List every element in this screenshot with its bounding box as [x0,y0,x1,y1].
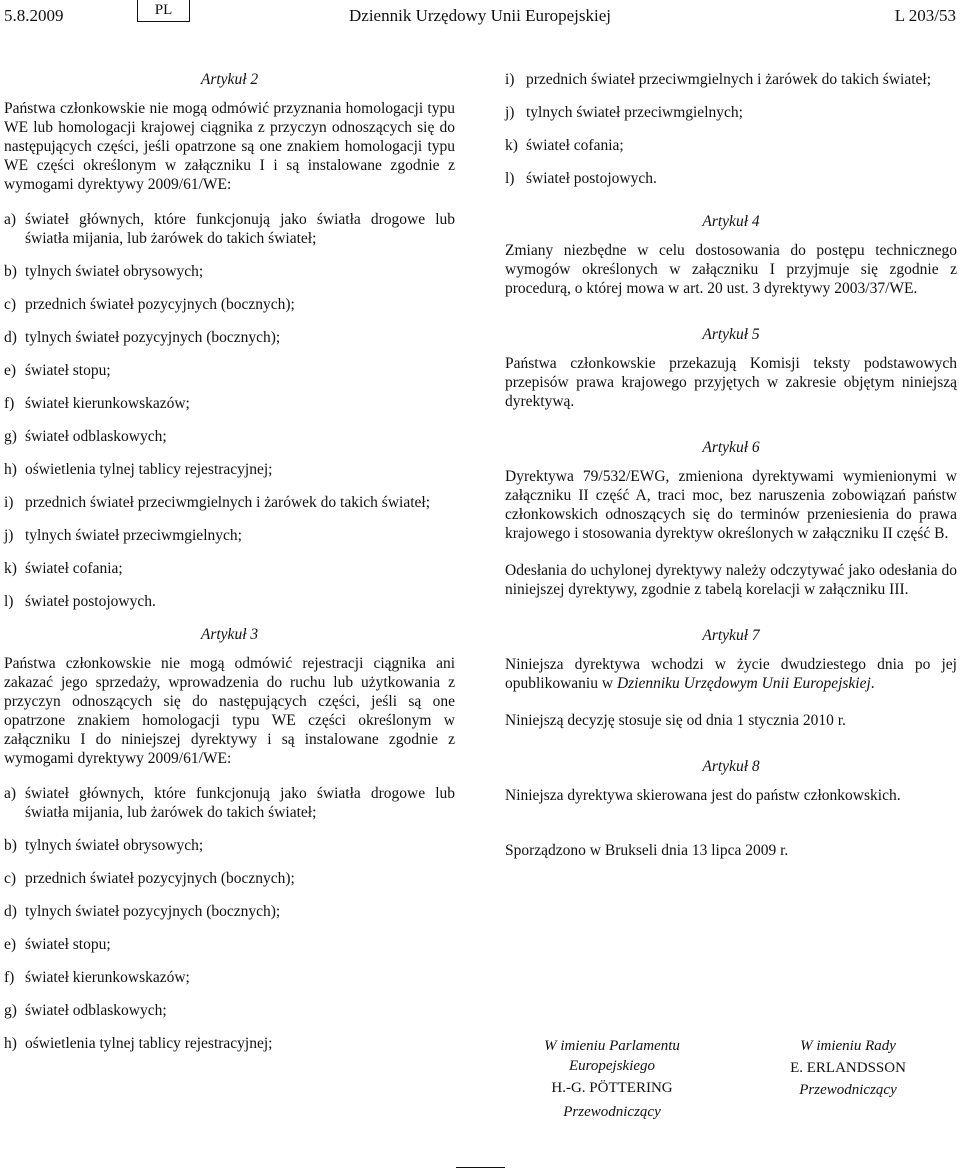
list-label: j) [505,104,515,121]
signature-parliament [505,1036,719,1122]
list-text: tylnych świateł obrysowych; [25,263,204,280]
list-text: świateł głównych, które funkcjonują jako światła drogowe lub światła mijania, lub żarówek do takich świateł; [25,785,455,821]
article-5-text: Państwa członkowskie przekazują Komisji teksty podstawowych przepisów prawa krajowego przyjętych w zakresie objętym niniejszą dyrektywą. [505,355,957,410]
list-item [4,1001,455,1020]
list-item [4,902,455,921]
list-text: świateł stopu; [25,362,111,379]
parliament-line-2: Europejskiego [568,1058,656,1074]
list-text: świateł kierunkowskazów; [25,395,190,412]
list-label: l) [4,593,14,610]
list-label: k) [505,137,518,154]
list-item [4,262,455,281]
list-label: f) [4,969,15,986]
list-item [505,136,957,155]
list-text: oświetlenia tylnej tablicy rejestracyjnej; [25,461,273,478]
list-text: świateł postojowych. [25,593,156,610]
list-label: b) [4,837,17,854]
list-text: świateł cofania; [25,560,123,577]
council-line-1: W imieniu Rady [800,1038,896,1054]
article-7-text [505,655,957,693]
article-7-text-2: Niniejszą decyzję stosuje się od dnia 1 stycznia 2010 r. [505,712,846,729]
article-6-text-2: Odesłania do uchylonej dyrektywy należy odczytywać jako odesłania do niniejszej dyrektywy, zgodnie z tabelą korelacji w załączniku III. [505,562,957,598]
article-4-title: Artykuł 4 [702,213,760,230]
article-2-list-continued [505,70,957,188]
list-text: przednich świateł przeciwmgielnych i żarówek do takich świateł; [25,494,430,511]
article-6-title: Artykuł 6 [702,439,760,456]
council-role: Przewodniczący [799,1082,897,1098]
list-text: świateł głównych, które funkcjonują jako światła drogowe lub światła mijania, lub żarówek do takich świateł; [25,211,455,247]
council-signatory: E. ERLANDSSON [790,1060,906,1076]
list-item [505,169,957,188]
parliament-line-1: W imieniu Parlamentu [544,1038,680,1054]
article-8-text: Niniejsza dyrektywa skierowana jest do państw członkowskich. [505,787,901,804]
list-label: h) [4,1035,17,1052]
article-6-text-1: Dyrektywa 79/532/EWG, zmieniona dyrektywami wymienionymi w załączniku II część A, traci moc, bez naruszenia zobowiązań państw członkowskich odnoszących się do terminów przeniesienia do prawa krajowego i stosowania dyrektyw określonych w załączniku II część B. [505,468,957,542]
left-column [4,70,455,1053]
header-date: 5.8.2009 [4,6,64,25]
list-text: tylnych świateł przeciwmgielnych; [25,527,242,544]
language-badge: PL [137,0,190,22]
list-item [4,460,455,479]
list-text: świateł postojowych. [526,170,657,187]
list-text: tylnych świateł przeciwmgielnych; [526,104,743,121]
list-item [4,427,455,446]
list-item [4,559,455,578]
list-text: tylnych świateł pozycyjnych (bocznych); [25,903,281,920]
list-text: świateł cofania; [526,137,624,154]
right-column [505,70,957,860]
list-label: j) [4,527,14,544]
page-reference: L 203/53 [894,6,956,25]
list-text: świateł odblaskowych; [25,1002,167,1019]
list-item [4,935,455,954]
list-item [4,526,455,545]
article-2-title: Artykuł 2 [200,71,259,88]
list-item [505,103,957,122]
list-label: e) [4,936,17,953]
list-label: k) [4,560,17,577]
journal-reference: Dzienniku Urzędowym Unii Europejskiej [616,675,871,692]
list-label: i) [505,71,515,88]
list-label: g) [4,1002,17,1019]
article-7-text-c: . [870,675,875,692]
list-text: tylnych świateł obrysowych; [25,837,204,854]
parliament-role: Przewodniczący [563,1104,661,1120]
list-label: i) [4,494,14,511]
list-text: przednich świateł pozycyjnych (bocznych); [25,296,295,313]
article-4-text: Zmiany niezbędne w celu dostosowania do postępu technicznego wymogów określonych w załączniku I przyjmuje się zgodnie z procedurą, o której mowa w art. 20 ust. 3 dyrektywy 2003/37/WE. [505,242,957,297]
article-8-title: Artykuł 8 [702,758,760,775]
list-label: h) [4,461,17,478]
list-item [4,869,455,888]
signature-council [771,1036,925,1100]
footer-rule [456,1167,505,1168]
article-2-intro: Państwa członkowskie nie mogą odmówić przyznania homologacji typu WE lub homologacji krajowej ciągnika z przyczyn odnoszących się do następujących części, jeśli opatrzone są one znakiem homologacji typu WE części określonym w załączniku I i są instalowane zgodnie z wymogami dyrektywy 2009/61/WE: [4,100,455,193]
list-item [4,784,455,822]
list-item [4,328,455,347]
article-3-list [4,784,455,1053]
list-label: d) [4,903,17,920]
list-text: świateł stopu; [25,936,111,953]
article-5-title: Artykuł 5 [702,326,760,343]
list-item [4,295,455,314]
list-text: tylnych świateł pozycyjnych (bocznych); [25,329,281,346]
list-label: e) [4,362,17,379]
list-text: przednich świateł przeciwmgielnych i żarówek do takich świateł; [526,71,931,88]
list-item [4,836,455,855]
list-text: świateł odblaskowych; [25,428,167,445]
list-item [4,968,455,987]
list-label: c) [4,296,17,313]
list-item [4,592,455,611]
article-2-list [4,210,455,611]
list-label: c) [4,870,17,887]
list-label: a) [4,785,17,802]
article-3-title: Artykuł 3 [200,626,259,643]
page-header [0,0,960,40]
list-text: świateł kierunkowskazów; [25,969,190,986]
list-label: f) [4,395,15,412]
list-item [505,70,957,89]
list-label: l) [505,170,515,187]
list-text: oświetlenia tylnej tablicy rejestracyjnej; [25,1035,273,1052]
list-label: g) [4,428,17,445]
list-item [4,394,455,413]
article-7-title: Artykuł 7 [702,627,760,644]
list-item [4,493,455,512]
list-label: d) [4,329,17,346]
list-item [4,361,455,380]
list-label: a) [4,211,17,228]
done-at: Sporządzono w Brukseli dnia 13 lipca 2009 r. [505,842,789,859]
list-label: b) [4,263,17,280]
article-3-intro: Państwa członkowskie nie mogą odmówić rejestracji ciągnika ani zakazać jego sprzedaży, wprowadzenia do ruchu lub użytkowania z przyczyn odnoszących się do następujących części, jeśli są one opatrzone znakiem homologacji typu WE części określonym w załączniku I do niniejszej dyrektywy i są instalowane zgodnie z wymogami dyrektywy 2009/61/WE: [4,655,455,767]
parliament-signatory: H.-G. PÖTTERING [551,1080,673,1096]
list-item [4,210,455,248]
list-item [4,1034,455,1053]
list-text: przednich świateł pozycyjnych (bocznych); [25,870,295,887]
article-7-text-a: Niniejsza dyrektywa wchodzi w życie dwudziestego dnia po jej opublikowaniu w [505,656,957,692]
journal-title: Dziennik Urzędowy Unii Europejskiej [349,6,612,25]
